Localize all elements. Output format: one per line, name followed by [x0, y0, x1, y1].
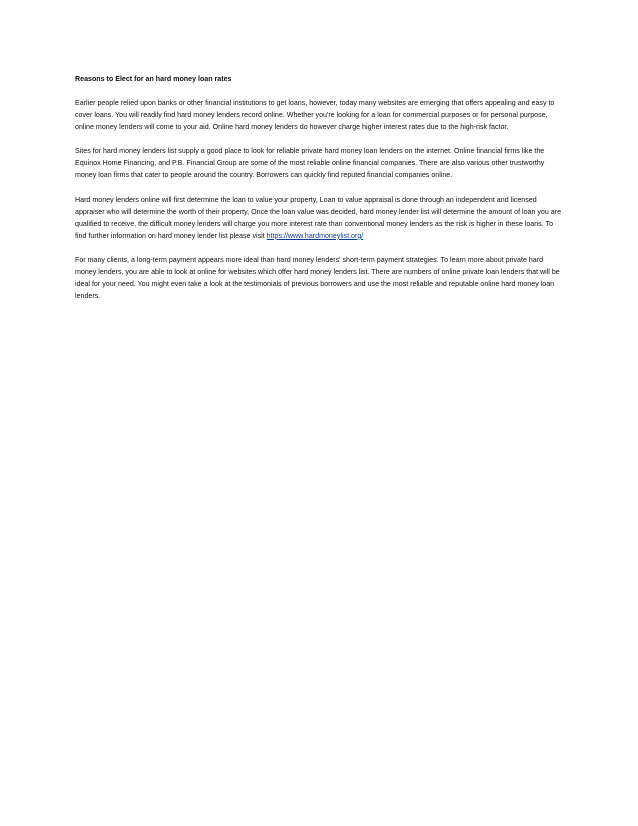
paragraph-lenders-list: Sites for hard money lenders list supply a good place to look for reliable private hard money loan lenders on the internet. Online financial firms like the Equinox Home Financing, and P.B. Financial Group are some of the most reliable online financial companies. There are also various other trustworthy money loan firms that cater to people around the country. Borrowers can quickly find reputed financial companies online.	[75, 147, 545, 180]
document-body	[75, 73, 564, 314]
paragraph-loan-value-text: Hard money lenders online will first determine the loan to value your property, Loan to value appraisal is done through an independent and licensed appraiser who will determine the worth of their property, Once the loan value was decided, hard money lender list will determine the amount of loan you are qualified to receive, the difficult money lenders will charge you more interest rate than conventional money lenders as the risk is higher in these loans. To find further information on hard money lender list please visit	[75, 195, 562, 240]
paragraph-intro: Earlier people relied upon banks or other financial institutions to get loans, however, today many websites are emerging that offers appealing and easy to cover loans. You will readily find hard money lenders record online. Whether you're looking for a loan for commercial purposes or for personal purpose, online money lenders will come to your aid. Online hard money lenders do however charge higher interest rates due to the high-risk factor.	[75, 99, 555, 132]
document-heading: Reasons to Elect for an hard money loan rates	[75, 75, 232, 83]
hardmoneylist-link[interactable]: https://www.hardmoneylist.org/	[266, 231, 364, 240]
paragraph-long-term: For many clients, a long-term payment appears more ideal than hard money lenders' short-term payment strategies. To learn more about private hard money lenders, you are able to look at online for websites which offer hard money lenders list. There are numbers of online private loan lenders that will be ideal for your need. You might even take a look at the testimonials of previous borrowers and use the most reliable and reputable online hard money loan lenders.	[75, 255, 560, 301]
paragraph-loan-value	[75, 194, 564, 242]
